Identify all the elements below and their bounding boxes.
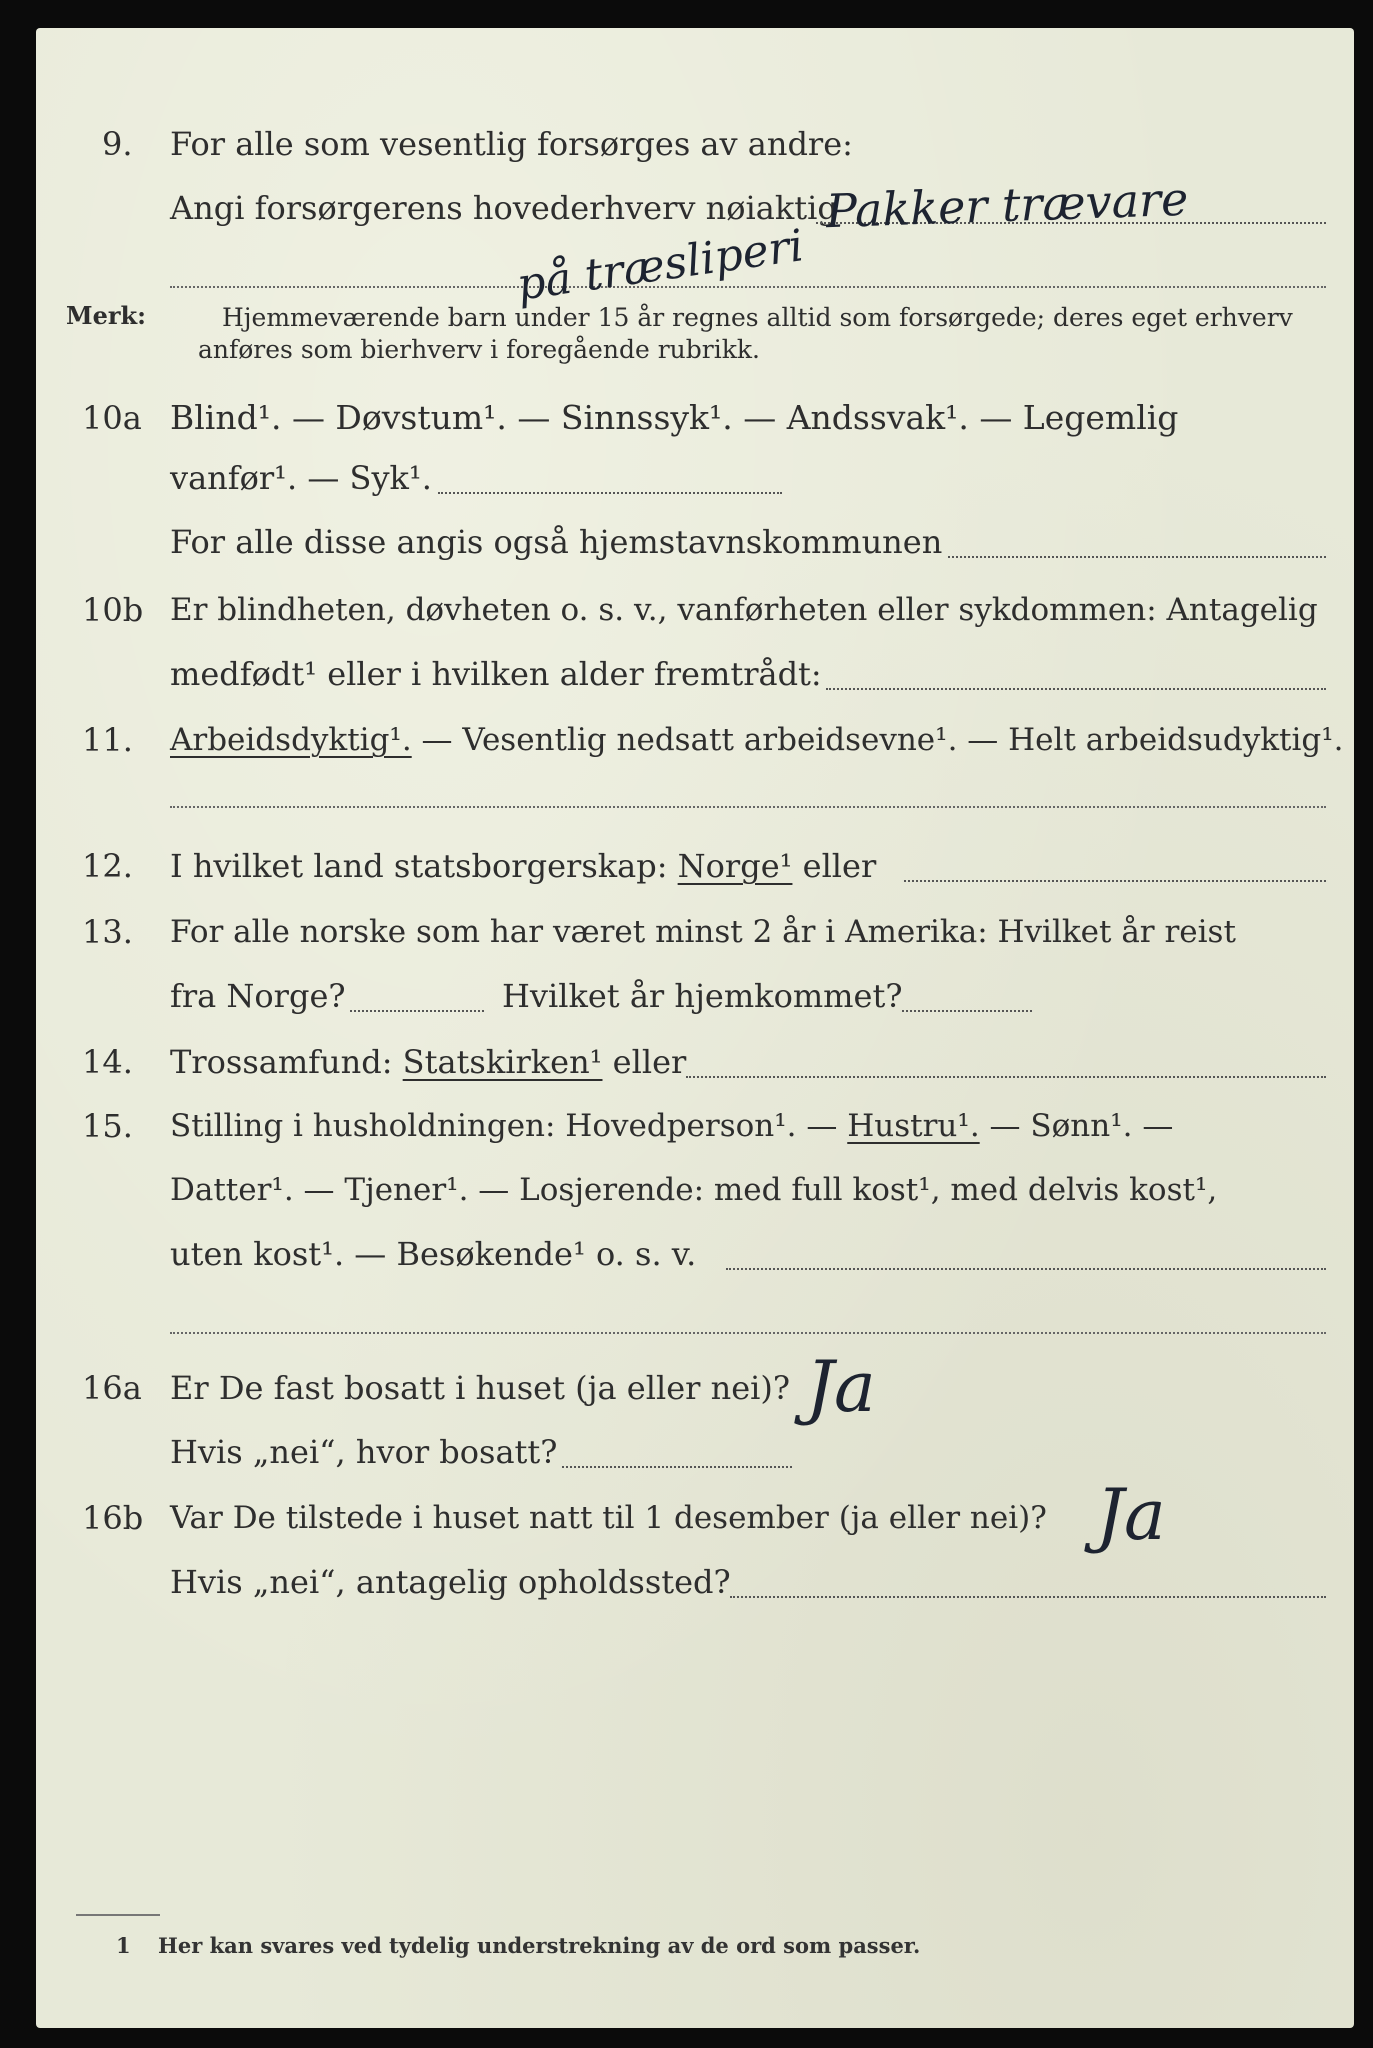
q14-number: 14. — [82, 1043, 133, 1081]
q13-line2b: Hvilket år hjemkommet? — [502, 977, 903, 1015]
merk-line1: Hjemmeværende barn under 15 år regnes alltid som forsørgede; deres eget erhverv — [222, 303, 1293, 332]
q10a-hometown-line — [948, 556, 1326, 558]
q15-number: 15. — [82, 1107, 133, 1145]
merk-line2: anføres som bierhverv i foregående rubrikk. — [198, 335, 760, 364]
q13-year-return-line — [902, 1010, 1032, 1012]
q11-answer-line — [170, 806, 1326, 808]
q15-answer-line2 — [170, 1332, 1326, 1334]
q11-option-arbeidsdyktig: Arbeidsdyktig¹. — [170, 722, 412, 758]
q15-post: — Sønn¹. — — [979, 1108, 1174, 1144]
census-form-page — [36, 28, 1354, 2028]
q10b-answer-line — [826, 688, 1326, 690]
q14-line — [170, 1042, 686, 1082]
q11-rest: — Vesentlig nedsatt arbeidsevne¹. — Helt arbeidsudyktig¹. — [411, 722, 1344, 758]
q9-handwritten-answer1: Pakker trævare — [825, 171, 1190, 239]
q16b-answer-line — [730, 1596, 1326, 1598]
q10a-number: 10a — [82, 399, 142, 437]
q9-line2: Angi forsørgerens hovederhverv nøiaktig — [170, 189, 838, 227]
q13-line1: For alle norske som har været minst 2 år i Amerika: Hvilket år reist — [170, 914, 1236, 950]
q13-year-left-line — [350, 1010, 484, 1012]
q16a-line2: Hvis „nei“, hvor bosatt? — [170, 1433, 558, 1471]
q12-option-norge: Norge¹ — [677, 847, 793, 885]
q15-line2: Datter¹. — Tjener¹. — Losjerende: med full kost¹, med delvis kost¹, — [170, 1172, 1218, 1208]
q9-line1: For alle som vesentlig forsørges av andre: — [170, 125, 853, 163]
q15-text: Stilling i husholdningen: Hovedperson¹. — — [170, 1108, 848, 1144]
q10a-line2: vanfør¹. — Syk¹. — [170, 459, 432, 497]
q9-number: 9. — [102, 125, 133, 163]
footnote-text: Her kan svares ved tydelig understrekning av de ord som passer. — [158, 1933, 921, 1958]
q12-number: 12. — [82, 847, 133, 885]
q15-answer-line — [726, 1268, 1326, 1270]
q9-answer-line2 — [170, 286, 1326, 288]
q16b-handwritten-answer: Ja — [1096, 1474, 1166, 1556]
q14-post: eller — [602, 1043, 687, 1081]
footnote-mark: 1 — [116, 1933, 131, 1958]
q10b-number: 10b — [82, 591, 144, 629]
q16b-line1: Var De tilstede i huset natt til 1 desember (ja eller nei)? — [170, 1500, 1047, 1536]
q10b-line2: medfødt¹ eller i hvilken alder fremtrådt: — [170, 655, 822, 693]
q16a-handwritten-answer: Ja — [806, 1346, 876, 1428]
footnote-rule — [76, 1914, 160, 1916]
q10a-line3: For alle disse angis også hjemstavnskommunen — [170, 523, 943, 561]
q15-line3: uten kost¹. — Besøkende¹ o. s. v. — [170, 1235, 697, 1273]
q16a-number: 16a — [82, 1369, 142, 1407]
q12-answer-line — [904, 880, 1326, 882]
q12-line — [170, 846, 876, 886]
q10a-answer-line — [438, 492, 782, 494]
q16a-line1: Er De fast bosatt i huset (ja eller nei)? — [170, 1369, 791, 1407]
q16a-answer-line — [562, 1466, 792, 1468]
q9-handwritten-answer2: på træsliperi — [513, 220, 807, 311]
q10b-line1: Er blindheten, døvheten o. s. v., vanførheten eller sykdommen: Antagelig — [170, 592, 1318, 628]
merk-label: Merk: — [66, 301, 146, 330]
q13-number: 13. — [82, 913, 133, 951]
q13-line2a: fra Norge? — [170, 977, 346, 1015]
q12-text: I hvilket land statsborgerskap: — [170, 847, 678, 885]
q11-line — [170, 720, 1344, 760]
q16b-number: 16b — [82, 1499, 144, 1537]
q16b-line2: Hvis „nei“, antagelig opholdssted? — [170, 1563, 731, 1601]
q14-answer-line — [686, 1076, 1326, 1078]
q14-text: Trossamfund: — [170, 1043, 403, 1081]
q15-line1 — [170, 1106, 1173, 1146]
q10a-line1: Blind¹. — Døvstum¹. — Sinnssyk¹. — Andssvak¹. — Legemlig — [170, 398, 1179, 437]
q12-post: eller — [792, 847, 877, 885]
q11-number: 11. — [82, 721, 133, 759]
q14-option-statskirken: Statskirken¹ — [402, 1043, 603, 1081]
q15-option-hustru: Hustru¹. — [847, 1108, 980, 1144]
